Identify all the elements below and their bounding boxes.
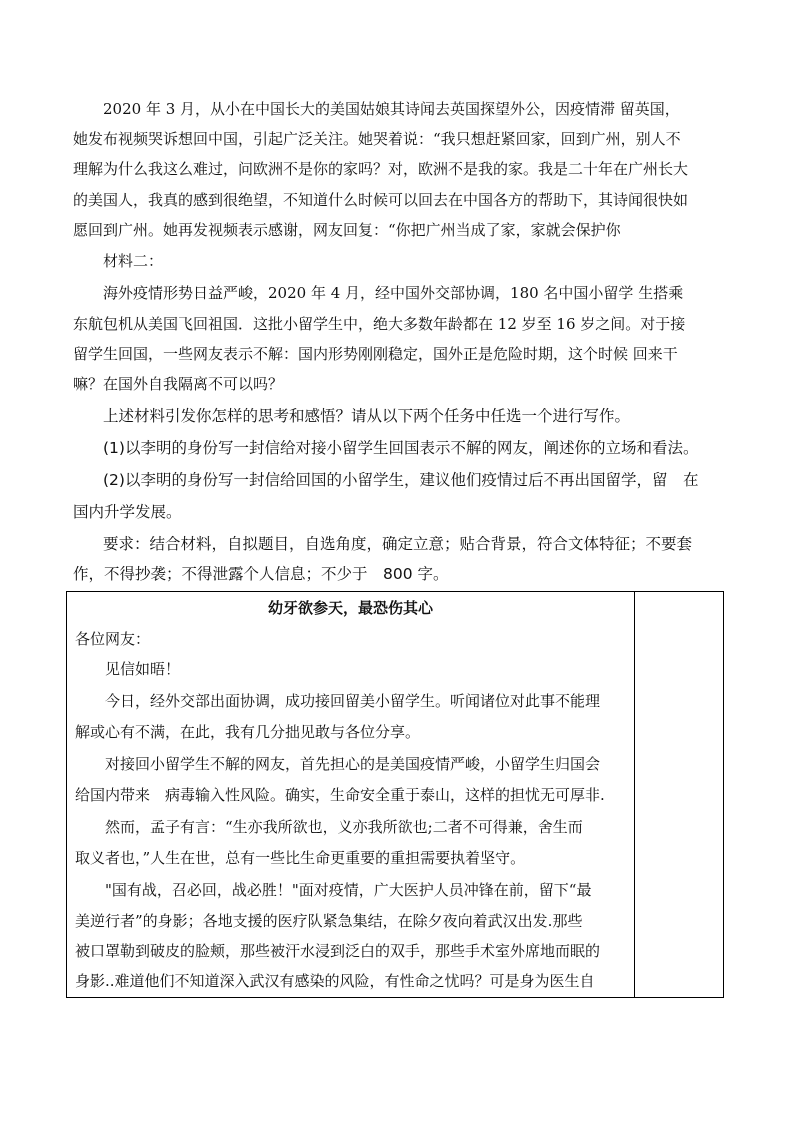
requirements-line-2: 作，不得抄袭；不得泄露个人信息；不少于 800 字。 [73,565,449,583]
essay-line: 美逆行者”的身影；各地支援的医疗队紧急集结，在除夕夜向着武汉出发.那些 [75,912,583,930]
essay-line: 被口罩勒到破皮的脸颊，那些被汗水浸到泛白的双手，那些手术室外席地而眠的 [75,942,601,960]
essay-line: 给国内带来 病毒输入性风险。确实，生命安全重于泰山，这样的担忧无可厚非. [75,786,605,804]
essay-line: 然而，孟子有言：“生亦我所欲也，义亦我所欲也;二者不可得兼，舍生而 [105,818,583,836]
material-one-line-1: 2020 年 3 月，从小在中国长大的美国姑娘其诗闻去英国探望外公，因疫情滞 留英国， [103,100,680,118]
requirements-line-1: 要求：结合材料，自拟题目，自选角度，确定立意；贴合背景，符合文体特征；不要套 [103,535,693,553]
essay-line: 今日，经外交部出面协调，成功接回留美小留学生。听闻诸位对此事不能理 [105,692,601,710]
essay-line: 对接回小留学生不解的网友，首先担心的是美国疫情严峻，小留学生归国会 [105,755,601,773]
task-two-line-2: 国内升学发展。 [73,503,182,521]
material-one-line-3: 理解为什么我这么难过，问欧洲不是你的家吗？对，欧洲不是我的家。我是二十年在广州长大 [73,160,689,178]
essay-line: 见信如晤！ [105,660,181,678]
essay-title: 幼牙欲参天，最恐伤其心 [267,599,433,617]
essay-line: "国有战，召必回，战必胜！"面对疫情，广大医护人员冲锋在前，留下“最 [105,881,592,899]
material-one-line-2: 她发布视频哭诉想回中国，引起广泛关注。她哭着说：“我只想赶紧回家，回到广州，别人不 [73,130,681,148]
material-two-line-2: 东航包机从美国飞回祖国．这批小留学生中，绝大多数年龄都在 12 岁至 16 岁之间。对于接 [73,315,686,333]
essay-table [66,591,724,998]
essay-line: 取义者也，”人生在世，总有一些比生命更重要的重担需要执着坚守。 [75,849,526,867]
task-two-line-1: (2)以李明的身份写一封信给回国的小留学生，建议他们疫情过后不再出国留学，留 在 [103,471,699,489]
table-divider [634,592,635,997]
material-one-line-4: 的美国人，我真的感到很绝望，不知道什么时候可以回去在中国各方的帮助下，其诗闻很快如 [73,191,689,209]
essay-line: 解或心有不满，在此，我有几分拙见敢与各位分享。 [75,723,421,741]
material-two-label: 材料二： [103,252,164,270]
question-text: 上述材料引发你怎样的思考和感悟？请从以下两个任务中任选一个进行写作。 [103,407,631,425]
essay-line: 身影..难道他们不知道深入武汉有感染的风险，有性命之忧吗？可是身为医生自 [75,972,595,990]
essay-line: 各位网友： [75,630,151,648]
material-two-line-4: 嘛？在国外自我隔离不可以吗？ [73,375,284,393]
task-one-text: (1)以李明的身份写一封信给对接小留学生回国表示不解的网友，阐述你的立场和看法。 [103,439,699,457]
material-one-line-5: 愿回到广州。她再发视频表示感谢，网友回复：“你把广州当成了家，家就会保护你 [73,221,621,239]
material-two-line-3: 留学生回国，一些网友表示不解：国内形势刚刚稳定，国外正是危险时期，这个时候 回来干 [73,345,678,363]
material-two-line-1: 海外疫情形势日益严峻，2020 年 4 月，经中国外交部协调，180 名中国小留学 生搭乘 [103,284,684,302]
